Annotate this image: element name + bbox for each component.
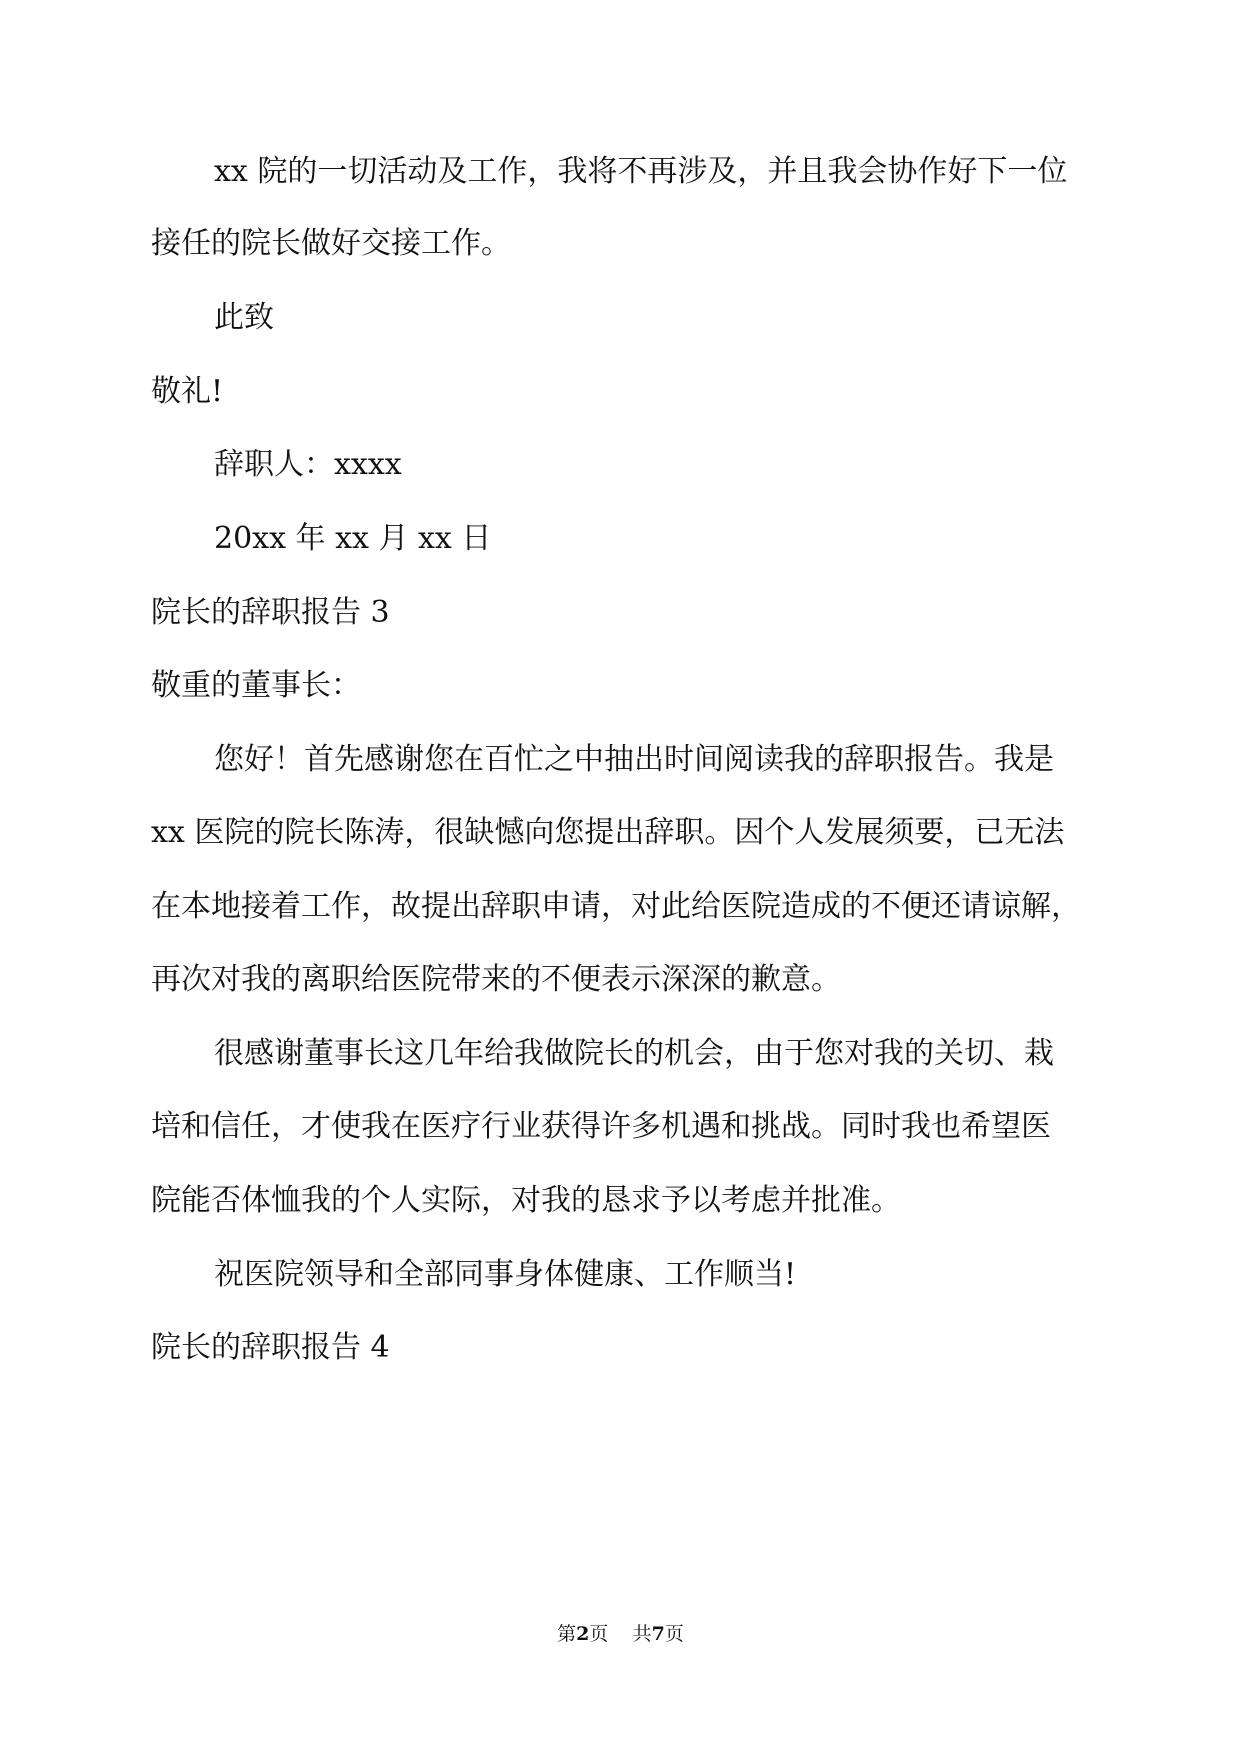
paragraph-line: 接任的院长做好交接工作。 [151, 226, 511, 261]
signature-line: 辞职人：xxxx [214, 447, 402, 482]
page-label-suffix: 页 [589, 1623, 609, 1645]
paragraph-line: 院能否体恤我的个人实际，对我的恳求予以考虑并批准。 [151, 1183, 901, 1218]
section-heading: 院长的辞职报告 4 [151, 1330, 390, 1365]
total-label-suffix: 页 [664, 1623, 684, 1645]
paragraph-line: xx 院的一切活动及工作，我将不再涉及，并且我会协作好下一位 [214, 154, 1068, 189]
total-pages: 7 [651, 1623, 665, 1645]
closing-salute: 敬礼! [151, 374, 224, 409]
section-heading: 院长的辞职报告 3 [151, 595, 390, 630]
total-label-prefix: 共 [632, 1623, 652, 1645]
paragraph-line: xx 医院的院长陈涛，很缺憾向您提出辞职。因个人发展须要，已无法 [151, 815, 1065, 850]
paragraph-line: 再次对我的离职给医院带来的不便表示深深的歉意。 [151, 962, 841, 997]
closing-phrase: 此致 [214, 300, 274, 335]
paragraph-line: 很感谢董事长这几年给我做院长的机会，由于您对我的关切、栽 [214, 1036, 1054, 1071]
salutation: 敬重的董事长： [151, 668, 361, 703]
paragraph-line: 在本地接着工作，故提出辞职申请，对此给医院造成的不便还请谅解， [151, 889, 1081, 924]
paragraph-line: 培和信任，才使我在医疗行业获得许多机遇和挑战。同时我也希望医 [151, 1109, 1051, 1144]
page-label-prefix: 第 [557, 1623, 577, 1645]
page-footer [0, 1622, 1241, 1646]
paragraph-line: 祝医院领导和全部同事身体健康、工作顺当! [214, 1257, 797, 1292]
page-number: 2 [576, 1623, 590, 1645]
date-line: 20xx 年 xx 月 xx 日 [214, 521, 492, 556]
paragraph-line: 您好！首先感谢您在百忙之中抽出时间阅读我的辞职报告。我是 [214, 742, 1054, 777]
